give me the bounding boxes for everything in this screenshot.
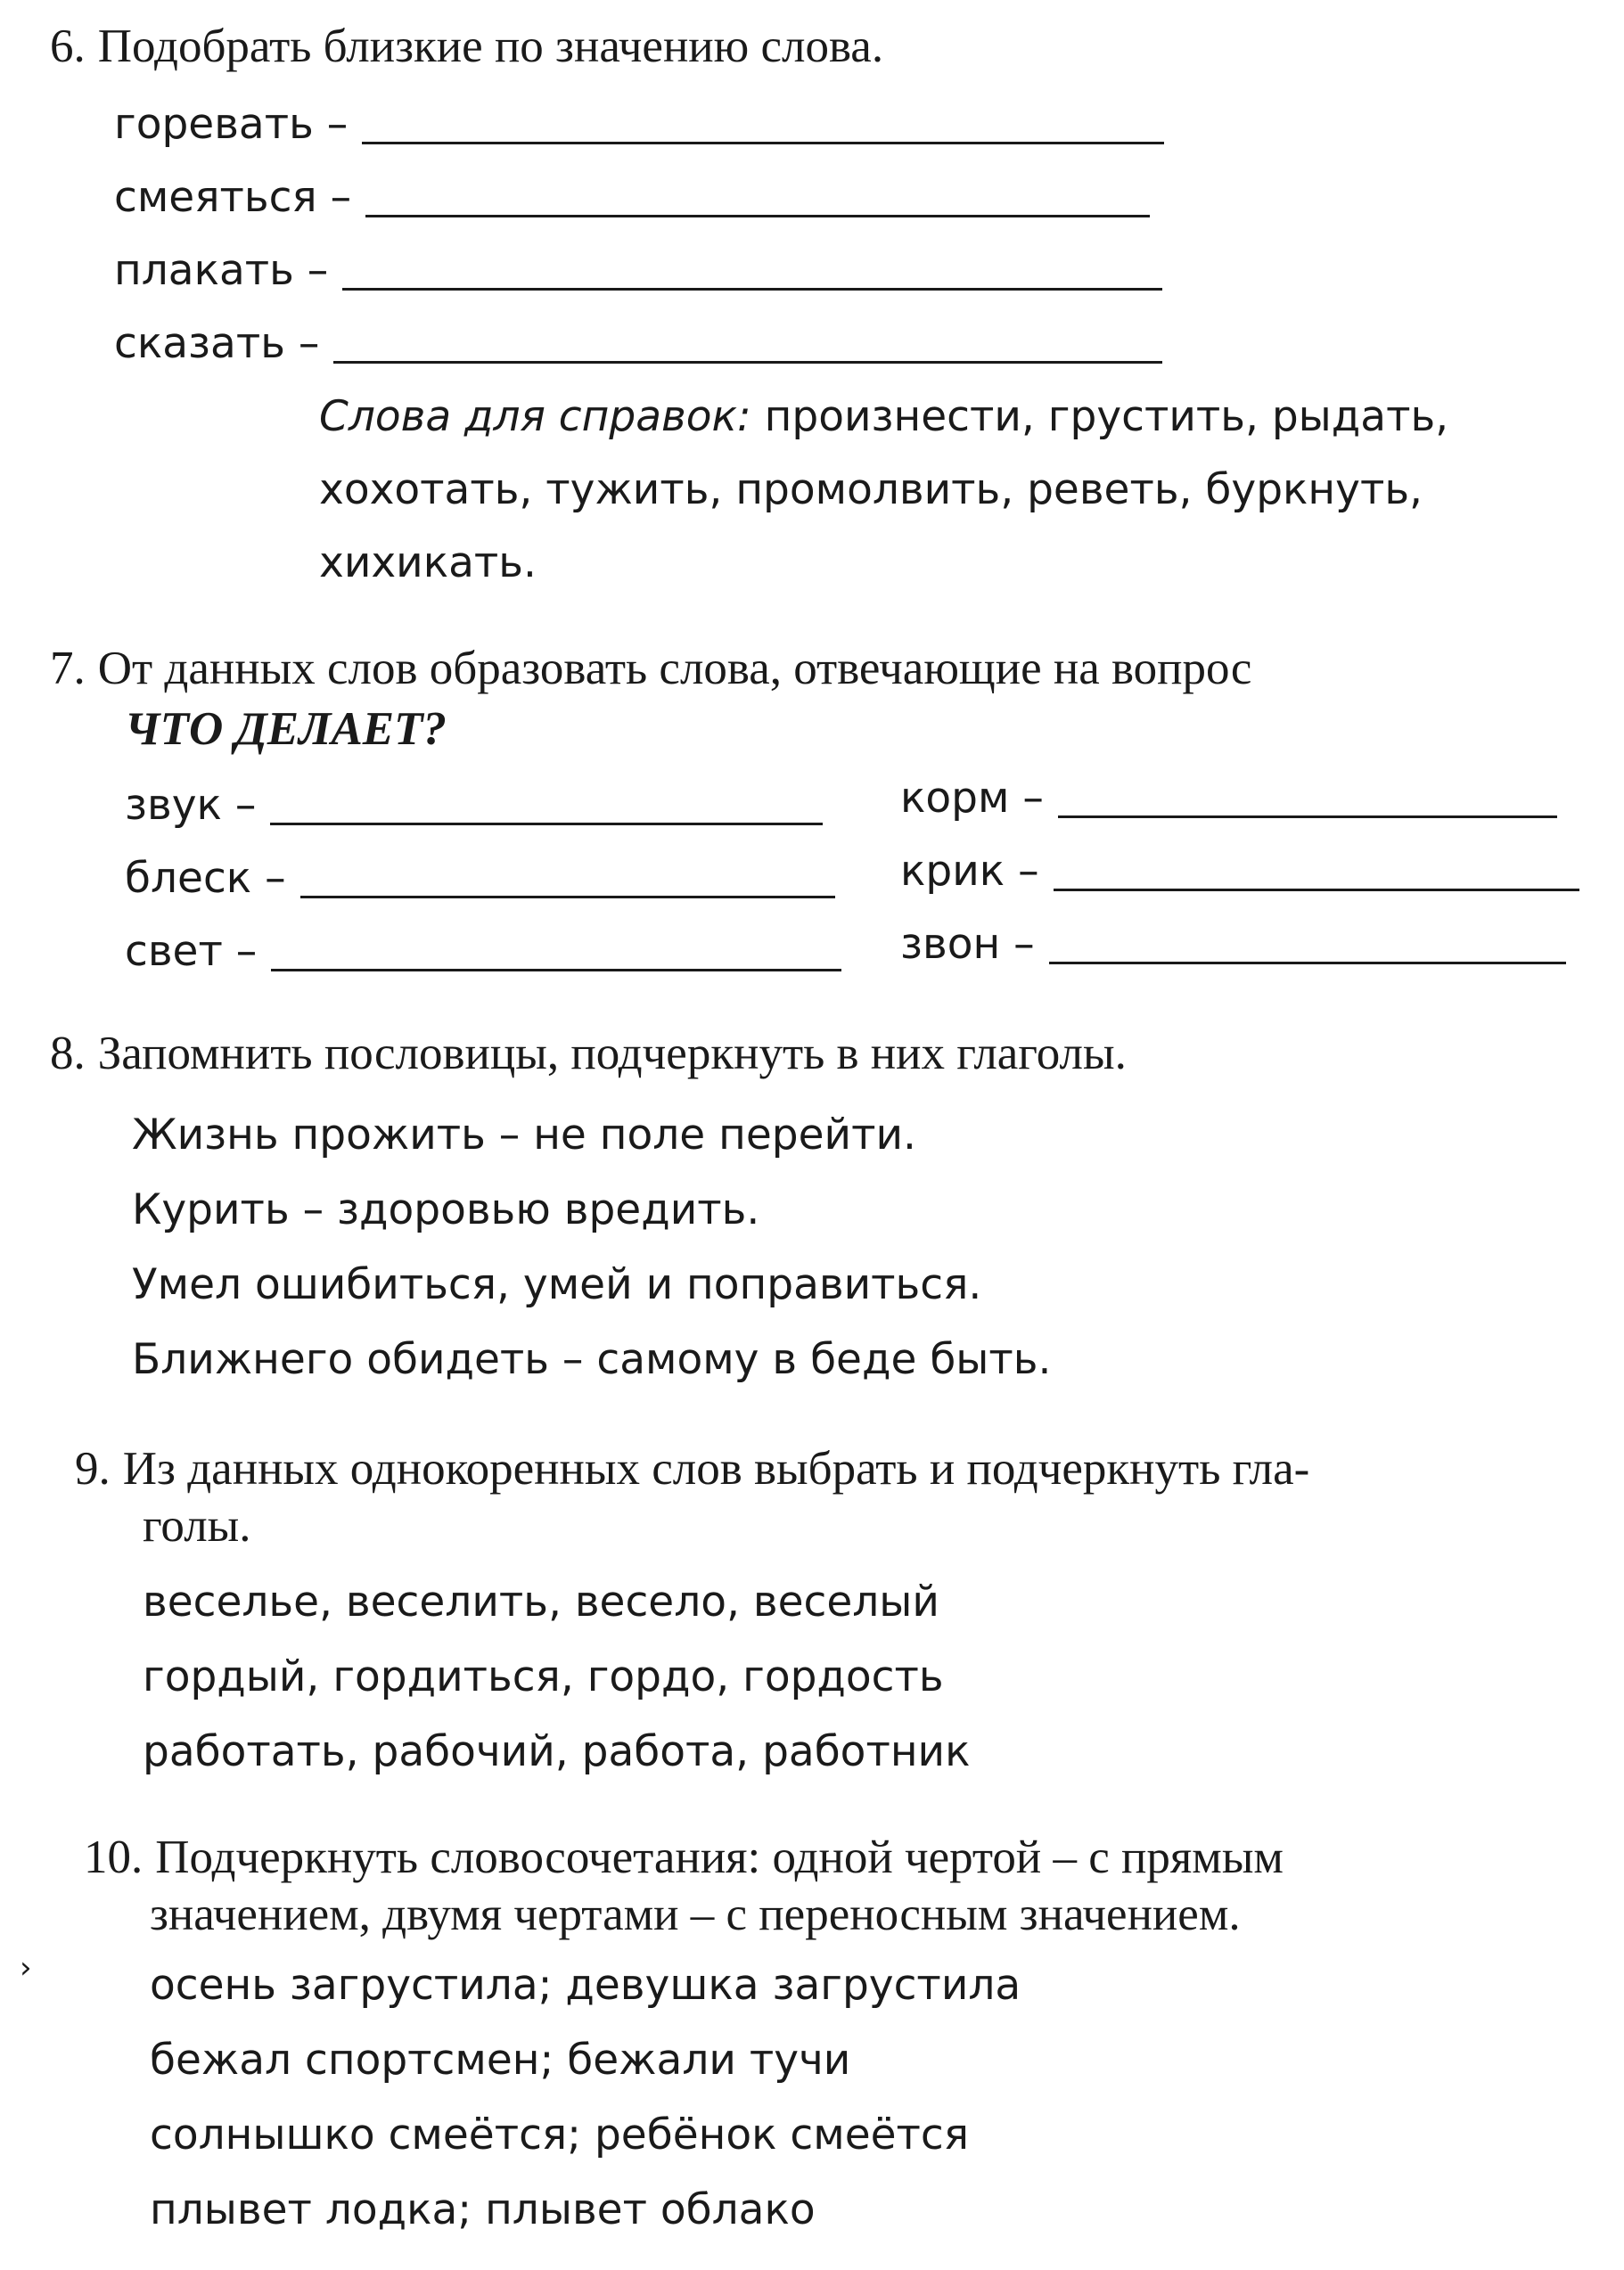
task-10-heading bbox=[84, 1829, 1284, 1886]
task-text: Подчеркнуть словосочетания: одной чертой – с прямым bbox=[155, 1832, 1284, 1883]
reference-label: Слова для справок: bbox=[319, 392, 751, 441]
word-label: плакать – bbox=[114, 246, 329, 295]
reference-words-line-3: хихикать. bbox=[319, 538, 537, 587]
task-text: Из данных однокоренных слов выбрать и подчеркнуть гла- bbox=[122, 1443, 1310, 1495]
word-label: звон – bbox=[900, 920, 1035, 969]
word-group: работать, рабочий, работа, работник bbox=[143, 1727, 971, 1776]
proverb: Умел ошибиться, умей и поправиться. bbox=[132, 1260, 982, 1309]
proverb: Ближнего обидеть – самому в беде быть. bbox=[132, 1335, 1052, 1384]
word-label: свет – bbox=[125, 927, 258, 976]
task-text: От данных слов образовать слова, отвечающие на вопрос bbox=[97, 643, 1252, 694]
word-group: веселье, веселить, весело, веселый bbox=[143, 1578, 939, 1627]
task-9-heading-cont: голы. bbox=[143, 1500, 251, 1552]
answer-blank[interactable] bbox=[362, 115, 1164, 144]
task-7-right-row-3 bbox=[900, 920, 1566, 970]
answer-blank[interactable] bbox=[300, 869, 835, 898]
answer-blank[interactable] bbox=[1054, 862, 1579, 891]
word-label: крик – bbox=[900, 847, 1039, 896]
task-number: 9. bbox=[75, 1443, 111, 1495]
task-6-row-1 bbox=[114, 100, 1164, 150]
answer-blank[interactable] bbox=[1058, 789, 1557, 818]
task-7-left-row-2 bbox=[125, 854, 835, 904]
reference-words-line-1: Слова для справок: произнести, грустить, рыдать, bbox=[319, 392, 1449, 441]
task-number: 7. bbox=[50, 643, 86, 694]
margin-mark: › bbox=[20, 1950, 32, 1986]
task-number: 10. bbox=[84, 1832, 144, 1883]
reference-words-line-2: хохотать, тужить, промолвить, реветь, буркнуть, bbox=[319, 465, 1423, 514]
task-7-right-row-2 bbox=[900, 847, 1579, 897]
answer-blank[interactable] bbox=[342, 261, 1162, 291]
task-7-question: ЧТО ДЕЛАЕТ? bbox=[125, 703, 447, 755]
task-text: Подобрать близкие по значению слова. bbox=[97, 20, 884, 72]
task-7-right-row-1 bbox=[900, 774, 1557, 824]
task-7-heading bbox=[50, 640, 1251, 697]
task-10-heading-cont: значением, двумя чертами – с переносным значением. bbox=[150, 1889, 1241, 1940]
task-6-heading bbox=[50, 18, 883, 75]
answer-blank[interactable] bbox=[271, 942, 841, 971]
answer-blank[interactable] bbox=[333, 334, 1162, 364]
word-label: смеяться – bbox=[114, 173, 352, 222]
word-pair: плывет лодка; плывет облако bbox=[150, 2185, 816, 2234]
word-pair: солнышко смеётся; ребёнок смеётся bbox=[150, 2110, 970, 2159]
task-number: 6. bbox=[50, 20, 86, 72]
word-label: корм – bbox=[900, 774, 1044, 823]
proverb: Курить – здоровью вредить. bbox=[132, 1185, 760, 1234]
task-6-row-4 bbox=[114, 319, 1162, 369]
task-7-left-row-1 bbox=[125, 781, 823, 831]
word-label: горевать – bbox=[114, 100, 349, 149]
answer-blank[interactable] bbox=[365, 188, 1150, 217]
task-6-row-3 bbox=[114, 246, 1162, 296]
word-label: звук – bbox=[125, 781, 257, 830]
answer-blank[interactable] bbox=[1049, 935, 1566, 964]
task-6-row-2 bbox=[114, 173, 1150, 223]
task-text: Запомнить пословицы, подчеркнуть в них глаголы. bbox=[97, 1028, 1127, 1079]
word-group: гордый, гордиться, гордо, гордость bbox=[143, 1652, 944, 1701]
word-label: блеск – bbox=[125, 854, 286, 903]
task-number: 8. bbox=[50, 1028, 86, 1079]
task-8-heading bbox=[50, 1025, 1127, 1082]
task-9-heading bbox=[75, 1440, 1309, 1497]
answer-blank[interactable] bbox=[270, 796, 823, 825]
task-7-left-row-3 bbox=[125, 927, 841, 977]
proverb: Жизнь прожить – не поле перейти. bbox=[132, 1110, 916, 1160]
word-pair: бежал спортсмен; бежали тучи bbox=[150, 2036, 851, 2085]
word-pair: осень загрустила; девушка загрустила bbox=[150, 1961, 1021, 2010]
word-label: сказать – bbox=[114, 319, 320, 368]
